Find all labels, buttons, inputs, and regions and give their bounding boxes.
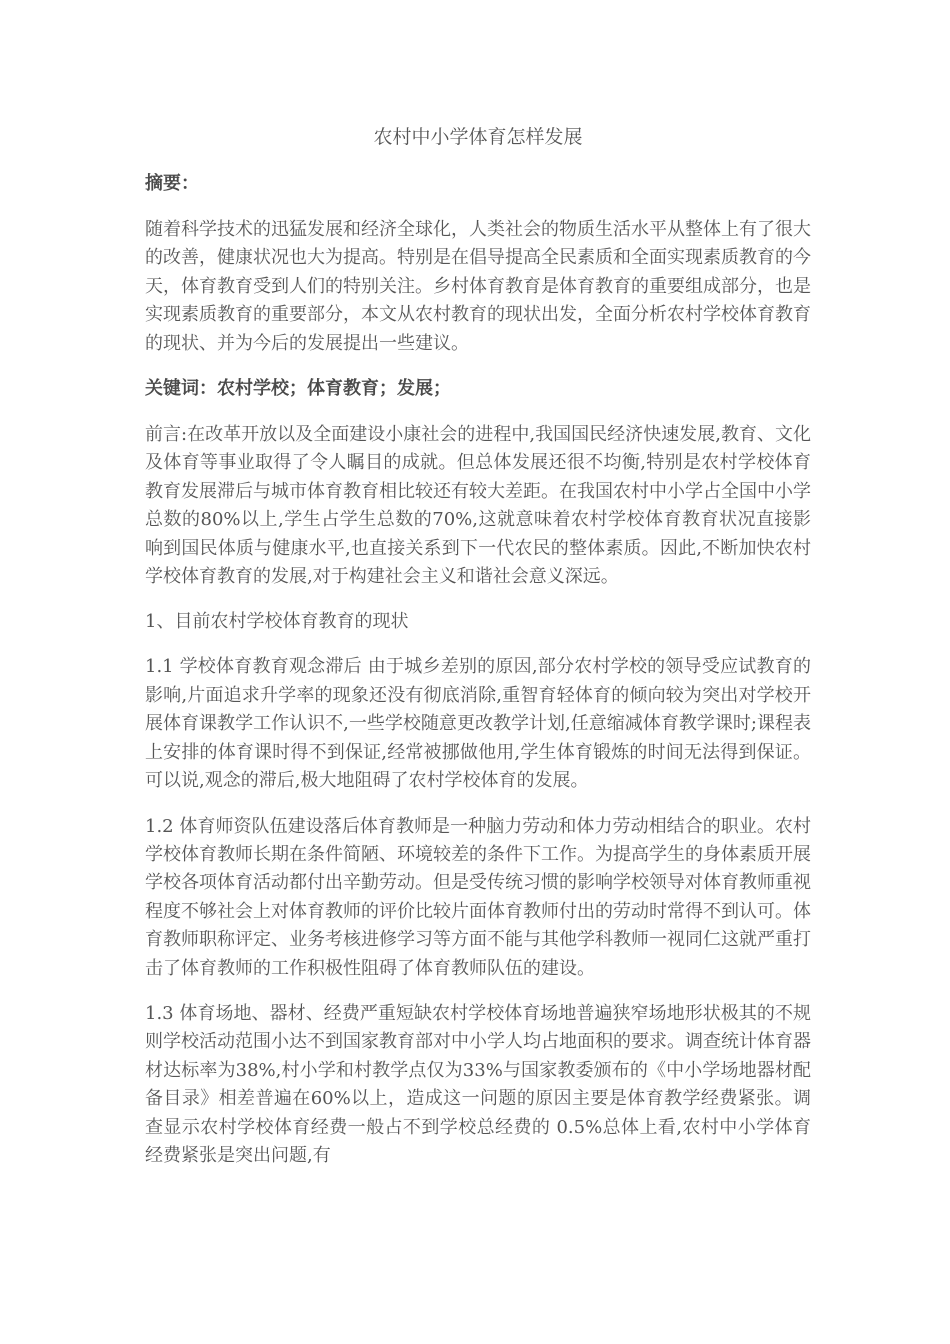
document-page — [145, 122, 811, 1187]
section-1-1-paragraph: 1.1 学校体育教育观念滞后 由于城乡差别的原因,部分农村学校的领导受应试教育的影响,片面追求升学率的现象还没有彻底消除,重智育轻体育的倾向较为突出对学校开展体育课教学工作认识不,一些学校随意更改教学计划,任意缩减体育教学课时;课程表上安排的体育课时得不到保证,经常被挪做他用,学生体育锻炼的时间无法得到保证。可以说,观念的滞后,极大地阻碍了农村学校体育的发展。 — [145, 656, 811, 792]
section-1-title: 1、目前农村学校体育教育的现状 — [145, 611, 409, 633]
abstract-paragraph: 随着科学技术的迅猛发展和经济全球化，人类社会的物质生活水平从整体上有了很大的改善，健康状况也大为提高。特别是在倡导提高全民素质和全面实现素质教育的今天，体育教育受到人们的特别关注。乡村体育教育是体育教育的重要组成部分，也是实现素质教育的重要部分，本文从农村教育的现状出发，全面分析农村学校体育教育的现状、并为今后的发展提出一些建议。 — [145, 219, 811, 354]
section-1-3-paragraph: 1.3 体育场地、器材、经费严重短缺农村学校体育场地普遍狭窄场地形状极其的不规则学校活动范围小达不到国家教育部对中小学人均占地面积的要求。调查统计体育器材达标率为38%,村小学和村教学点仅为33%与国家教委颁布的《中小学场地器材配备目录》相差普遍在60%以上，造成这一问题的原因主要是体育教学经费紧张。调查显示农村学校体育经费一般占不到学校总经费的 0.5%总体上看,农村中小学体育经费紧张是突出问题,有 — [145, 1002, 811, 1166]
keywords-line: 关键词：农村学校；体育教育；发展； — [145, 378, 451, 400]
abstract-label: 摘要： — [145, 173, 199, 194]
preface-paragraph: 前言:在改革开放以及全面建设小康社会的进程中,我国国民经济快速发展,教育、文化及体育等事业取得了令人瞩目的成就。但总体发展还很不均衡,特别是农村学校体育教育发展滞后与城市体育教育相比较还有较大差距。在我国农村中小学占全国中小学总数的80%以上,学生占学生总数的70%,这就意味着农村学校体育教育状况直接影响到国民体质与健康水平,也直接关系到下一代农民的整体素质。因此,不断加快农村学校体育教育的发展,对于构建社会主义和谐社会意义深远。 — [145, 424, 811, 588]
section-1-2-paragraph: 1.2 体育师资队伍建设落后体育教师是一种脑力劳动和体力劳动相结合的职业。农村学校体育教师长期在条件简陋、环境较差的条件下工作。为提高学生的身体素质开展学校各项体育活动都付出辛勤劳动。但是受传统习惯的影响学校领导对体育教师重视程度不够社会上对体育教师的评价比较片面体育教师付出的劳动时常得不到认可。体育教师职称评定、业务考核进修学习等方面不能与其他学科教师一视同仁这就严重打击了体育教师的工作积极性阻碍了体育教师队伍的建设。 — [145, 815, 811, 979]
document-title: 农村中小学体育怎样发展 — [373, 126, 583, 148]
